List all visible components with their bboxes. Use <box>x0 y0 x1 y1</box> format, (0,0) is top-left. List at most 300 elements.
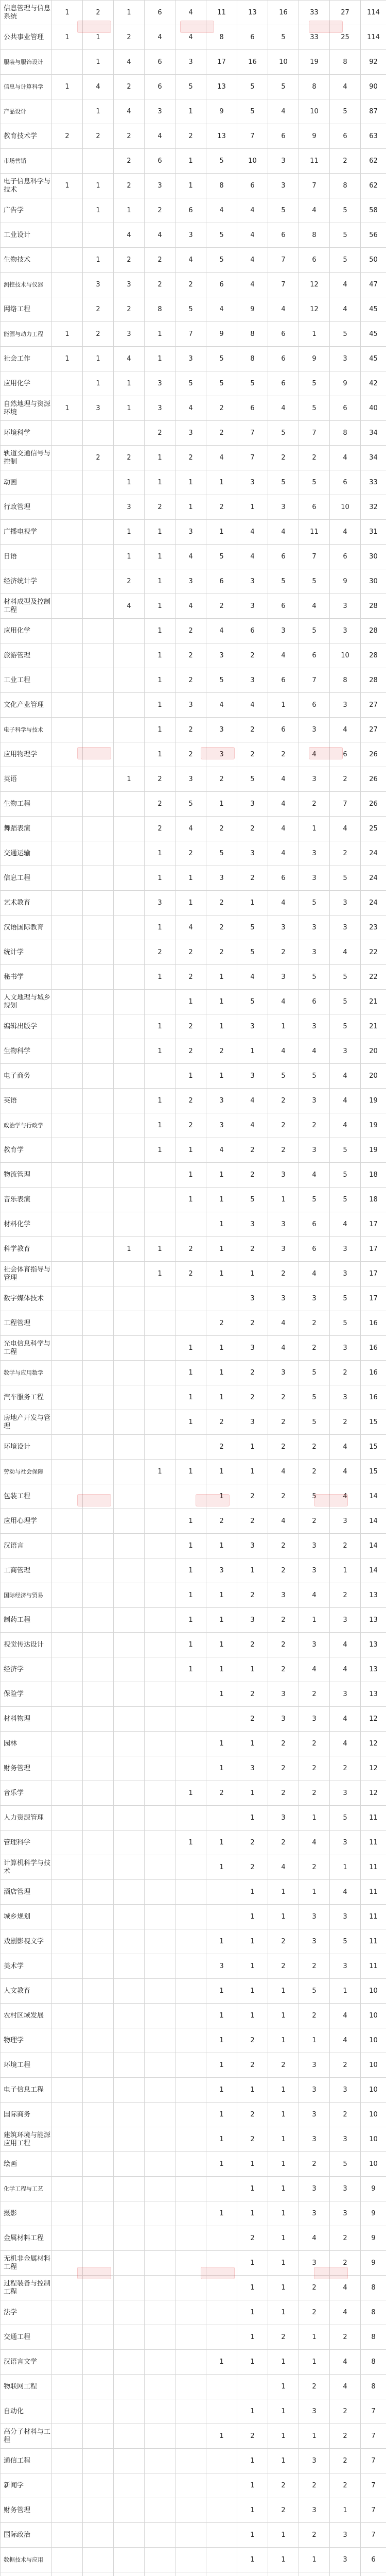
count-cell: 4 <box>330 1880 361 1905</box>
major-name-cell: 计算机科学与技术 <box>1 1855 52 1880</box>
count-cell: 3 <box>268 1707 299 1732</box>
table-row <box>1 1311 386 1336</box>
table-row <box>1 198 386 223</box>
count-cell <box>83 1657 114 1682</box>
count-cell: 13 <box>206 124 237 149</box>
count-cell <box>114 1707 145 1732</box>
count-cell: 5 <box>206 149 237 174</box>
count-cell <box>114 2127 145 2152</box>
total-cell: 28 <box>361 619 386 643</box>
count-cell <box>114 866 145 891</box>
table-row <box>1 248 386 273</box>
major-name-cell: 统计学 <box>1 940 52 965</box>
count-cell <box>52 1163 83 1188</box>
count-cell <box>176 1979 206 2004</box>
table-row <box>1 99 386 124</box>
count-cell: 5 <box>268 75 299 99</box>
count-cell <box>83 1633 114 1657</box>
count-cell: 1 <box>176 891 206 916</box>
count-cell <box>52 1237 83 1262</box>
count-cell: 1 <box>268 2350 299 2375</box>
count-cell: 1 <box>237 2276 268 2300</box>
count-cell: 2 <box>145 792 176 817</box>
table-row <box>1 1682 386 1707</box>
count-cell: 1 <box>237 1732 268 1756</box>
count-cell: 1 <box>176 1509 206 1534</box>
count-cell <box>114 2375 145 2399</box>
count-cell: 3 <box>206 742 237 767</box>
count-cell: 3 <box>299 2177 330 2201</box>
count-cell: 3 <box>176 693 206 718</box>
count-cell <box>176 1435 206 1460</box>
count-cell: 1 <box>206 1682 237 1707</box>
count-cell: 8 <box>299 75 330 99</box>
count-cell: 3 <box>268 1286 299 1311</box>
table-body <box>1 1 386 2576</box>
total-cell: 11 <box>361 1880 386 1905</box>
count-cell <box>52 1138 83 1163</box>
table-row <box>1 1014 386 1039</box>
table-row <box>1 767 386 792</box>
count-cell: 1 <box>52 25 83 50</box>
count-cell: 2 <box>145 495 176 520</box>
count-cell: 1 <box>237 2325 268 2350</box>
count-cell: 2 <box>237 643 268 668</box>
count-cell <box>52 495 83 520</box>
count-cell: 2 <box>330 1756 361 1781</box>
count-cell <box>83 2251 114 2276</box>
count-cell: 1 <box>299 1880 330 1905</box>
count-cell: 2 <box>330 1361 361 1385</box>
count-cell: 2 <box>330 2399 361 2424</box>
count-cell: 4 <box>206 446 237 470</box>
count-cell: 1 <box>145 520 176 545</box>
count-cell: 5 <box>299 371 330 396</box>
total-cell: 18 <box>361 1163 386 1188</box>
total-cell: 21 <box>361 1014 386 1039</box>
count-cell: 1 <box>237 2152 268 2177</box>
count-cell <box>176 1756 206 1781</box>
count-cell: 4 <box>176 817 206 841</box>
major-name-cell: 动画 <box>1 470 52 495</box>
major-name-cell: 电子信息科学与技术 <box>1 174 52 198</box>
count-cell: 1 <box>83 99 114 124</box>
count-cell <box>114 817 145 841</box>
count-cell: 2 <box>145 248 176 273</box>
count-cell <box>206 2300 237 2325</box>
count-cell <box>145 2523 176 2548</box>
major-name-cell: 自然地理与资源环境 <box>1 396 52 421</box>
total-cell: 21 <box>361 990 386 1014</box>
count-cell: 3 <box>299 2399 330 2424</box>
count-cell: 3 <box>176 520 206 545</box>
table-row <box>1 2473 386 2498</box>
count-cell: 3 <box>330 1509 361 1534</box>
count-cell: 1 <box>206 990 237 1014</box>
count-cell <box>114 643 145 668</box>
count-cell: 2 <box>268 1534 299 1558</box>
total-cell <box>361 2572 386 2576</box>
count-cell: 5 <box>268 198 299 223</box>
count-cell <box>145 2078 176 2103</box>
count-cell: 1 <box>52 396 83 421</box>
table-row <box>1 446 386 470</box>
table-row <box>1 2226 386 2251</box>
count-cell: 7 <box>330 792 361 817</box>
major-name-cell: 城乡规划 <box>1 1905 52 1929</box>
count-cell: 2 <box>206 594 237 619</box>
count-cell <box>52 2103 83 2127</box>
count-cell <box>145 1583 176 1608</box>
table-row <box>1 1212 386 1237</box>
table-row <box>1 1954 386 1979</box>
major-name-cell: 绘画 <box>1 2152 52 2177</box>
count-cell: 12 <box>299 273 330 297</box>
total-cell: 11 <box>361 1954 386 1979</box>
count-cell <box>83 470 114 495</box>
count-cell: 4 <box>299 1831 330 1855</box>
count-cell: 6 <box>330 124 361 149</box>
total-cell: 12 <box>361 1781 386 1806</box>
count-cell <box>52 1212 83 1237</box>
count-cell <box>83 1311 114 1336</box>
count-cell <box>52 693 83 718</box>
table-row <box>1 2350 386 2375</box>
count-cell: 3 <box>330 1831 361 1855</box>
count-cell: 5 <box>176 75 206 99</box>
count-cell: 4 <box>299 1262 330 1286</box>
count-cell: 3 <box>330 916 361 940</box>
count-cell: 3 <box>330 2548 361 2572</box>
count-cell: 1 <box>114 470 145 495</box>
total-cell: 15 <box>361 1410 386 1435</box>
total-cell: 8 <box>361 2300 386 2325</box>
count-cell <box>52 2523 83 2548</box>
count-cell: 11 <box>299 520 330 545</box>
count-cell: 1 <box>145 1014 176 1039</box>
count-cell: 1 <box>237 2078 268 2103</box>
total-cell: 10 <box>361 2103 386 2127</box>
count-cell: 5 <box>268 25 299 50</box>
count-cell: 3 <box>299 767 330 792</box>
count-cell: 1 <box>268 693 299 718</box>
count-cell: 8 <box>206 25 237 50</box>
count-cell: 4 <box>237 1089 268 1113</box>
count-cell: 4 <box>206 198 237 223</box>
total-cell: 92 <box>361 50 386 75</box>
count-cell <box>145 1707 176 1732</box>
count-cell <box>83 1558 114 1583</box>
count-cell <box>83 767 114 792</box>
count-cell <box>145 2449 176 2473</box>
major-name-cell: 政治学与行政学 <box>1 1113 52 1138</box>
count-cell: 1 <box>176 1608 206 1633</box>
count-cell <box>52 297 83 322</box>
count-cell <box>83 2399 114 2424</box>
count-cell: 1 <box>237 2350 268 2375</box>
count-cell: 1 <box>268 2449 299 2473</box>
count-cell <box>206 1905 237 1929</box>
count-cell <box>52 2325 83 2350</box>
count-cell <box>83 2004 114 2028</box>
total-cell: 11 <box>361 1806 386 1831</box>
count-cell: 5 <box>237 1188 268 1212</box>
major-name-cell: 生物科学 <box>1 1039 52 1064</box>
count-cell: 3 <box>268 619 299 643</box>
count-cell: 3 <box>299 2498 330 2523</box>
count-cell: 4 <box>330 2350 361 2375</box>
count-cell: 3 <box>237 569 268 594</box>
table-row <box>1 1929 386 1954</box>
count-cell: 3 <box>299 1286 330 1311</box>
count-cell <box>52 1361 83 1385</box>
count-cell: 2 <box>330 2053 361 2078</box>
count-cell: 5 <box>176 792 206 817</box>
major-name-cell: 材料成型及控制工程 <box>1 594 52 619</box>
total-cell: 20 <box>361 1064 386 1089</box>
table-row <box>1 1113 386 1138</box>
count-cell <box>52 1558 83 1583</box>
count-cell <box>237 2572 268 2576</box>
count-cell: 1 <box>176 1138 206 1163</box>
count-cell: 17 <box>206 50 237 75</box>
total-cell: 30 <box>361 569 386 594</box>
major-name-cell: 劳动与社会保障 <box>1 1460 52 1484</box>
count-cell: 3 <box>237 1286 268 1311</box>
count-cell: 6 <box>268 668 299 693</box>
table-row <box>1 817 386 841</box>
count-cell <box>114 718 145 742</box>
table-row <box>1 1558 386 1583</box>
count-cell <box>114 1039 145 1064</box>
count-cell: 4 <box>330 273 361 297</box>
total-cell: 58 <box>361 198 386 223</box>
count-cell: 1 <box>237 2177 268 2201</box>
total-cell: 30 <box>361 545 386 569</box>
count-cell: 1 <box>52 322 83 347</box>
count-cell: 2 <box>206 1039 237 1064</box>
count-cell: 2 <box>176 1014 206 1039</box>
count-cell <box>176 1806 206 1831</box>
total-cell: 16 <box>361 1336 386 1361</box>
count-cell: 4 <box>268 817 299 841</box>
count-cell <box>83 2127 114 2152</box>
count-cell: 3 <box>237 1014 268 1039</box>
count-cell <box>206 2473 237 2498</box>
count-cell: 3 <box>299 1558 330 1583</box>
count-cell: 4 <box>330 1460 361 1484</box>
count-cell: 9 <box>206 322 237 347</box>
total-cell: 28 <box>361 643 386 668</box>
count-cell: 2 <box>299 792 330 817</box>
total-cell: 12 <box>361 1756 386 1781</box>
major-name-cell: 环境工程 <box>1 2053 52 2078</box>
count-cell: 3 <box>206 866 237 891</box>
count-cell <box>83 817 114 841</box>
major-name-cell: 高分子材料与工程 <box>1 2424 52 2449</box>
count-cell: 2 <box>145 817 176 841</box>
total-cell: 10 <box>361 2078 386 2103</box>
major-name-cell: 房地产开发与管理 <box>1 1410 52 1435</box>
count-cell: 1 <box>206 2103 237 2127</box>
major-name-cell: 应用物理学 <box>1 742 52 767</box>
count-cell <box>83 2548 114 2572</box>
count-cell: 19 <box>299 50 330 75</box>
count-cell <box>114 891 145 916</box>
count-cell: 1 <box>145 594 176 619</box>
count-cell <box>52 149 83 174</box>
count-cell: 9 <box>299 124 330 149</box>
count-cell: 9 <box>299 347 330 371</box>
count-cell: 1 <box>83 198 114 223</box>
count-cell <box>52 891 83 916</box>
count-cell: 1 <box>145 742 176 767</box>
major-name-cell: 经济统计学 <box>1 569 52 594</box>
count-cell: 6 <box>330 545 361 569</box>
count-cell <box>83 693 114 718</box>
count-cell: 3 <box>299 2127 330 2152</box>
major-name-cell: 物联网工程 <box>1 2375 52 2399</box>
total-cell: 8 <box>361 2276 386 2300</box>
count-cell: 4 <box>268 1509 299 1534</box>
count-cell: 2 <box>299 2276 330 2300</box>
count-cell: 3 <box>145 99 176 124</box>
major-name-cell: 日语 <box>1 545 52 569</box>
count-cell <box>114 1954 145 1979</box>
count-cell: 2 <box>330 2424 361 2449</box>
count-cell: 6 <box>330 396 361 421</box>
count-cell: 3 <box>268 1361 299 1385</box>
count-cell: 2 <box>237 1831 268 1855</box>
major-name-cell: 广播电视学 <box>1 520 52 545</box>
total-cell: 27 <box>361 718 386 742</box>
count-cell <box>114 421 145 446</box>
major-name-cell: 制药工程 <box>1 1608 52 1633</box>
count-cell: 1 <box>206 1831 237 1855</box>
total-cell: 24 <box>361 841 386 866</box>
count-cell <box>83 2201 114 2226</box>
count-cell <box>83 1336 114 1361</box>
count-cell: 5 <box>176 371 206 396</box>
major-name-cell: 汉语言文学 <box>1 2350 52 2375</box>
count-cell: 1 <box>237 2548 268 2572</box>
count-cell: 1 <box>268 2103 299 2127</box>
count-cell: 5 <box>330 866 361 891</box>
table-row <box>1 1707 386 1732</box>
count-cell: 3 <box>299 916 330 940</box>
count-cell <box>114 2473 145 2498</box>
count-cell <box>145 2028 176 2053</box>
count-cell <box>83 2053 114 2078</box>
count-cell: 3 <box>268 916 299 940</box>
count-cell <box>83 1286 114 1311</box>
count-cell <box>52 371 83 396</box>
count-cell <box>52 965 83 990</box>
count-cell: 3 <box>330 891 361 916</box>
count-cell: 27 <box>330 1 361 25</box>
total-cell: 8 <box>361 2350 386 2375</box>
count-cell <box>145 1163 176 1188</box>
count-cell: 1 <box>176 1583 206 1608</box>
total-cell: 13 <box>361 1608 386 1633</box>
count-cell: 2 <box>268 1558 299 1583</box>
count-cell: 2 <box>268 1435 299 1460</box>
count-cell: 1 <box>237 2498 268 2523</box>
count-cell: 1 <box>52 347 83 371</box>
count-cell: 4 <box>268 643 299 668</box>
count-cell <box>114 1979 145 2004</box>
total-cell: 10 <box>361 2028 386 2053</box>
count-cell: 4 <box>145 223 176 248</box>
count-cell: 2 <box>299 1113 330 1138</box>
count-cell <box>176 2399 206 2424</box>
count-cell: 1 <box>206 1929 237 1954</box>
count-cell <box>176 2300 206 2325</box>
count-cell: 1 <box>206 1732 237 1756</box>
table-row <box>1 322 386 347</box>
count-cell <box>52 817 83 841</box>
count-cell: 2 <box>299 1336 330 1361</box>
count-cell: 1 <box>268 2424 299 2449</box>
count-cell: 4 <box>206 693 237 718</box>
count-cell: 2 <box>52 124 83 149</box>
count-cell: 2 <box>176 1113 206 1138</box>
count-cell <box>176 1954 206 1979</box>
count-cell: 5 <box>299 1385 330 1410</box>
count-cell: 5 <box>206 223 237 248</box>
count-cell: 2 <box>330 1534 361 1558</box>
count-cell <box>206 2572 237 2576</box>
count-cell <box>176 1880 206 1905</box>
total-cell: 14 <box>361 1484 386 1509</box>
count-cell <box>206 1880 237 1905</box>
count-cell: 4 <box>268 396 299 421</box>
major-name-cell: 音乐表演 <box>1 1188 52 1212</box>
count-cell: 1 <box>206 1657 237 1682</box>
count-cell: 3 <box>268 174 299 198</box>
count-cell: 3 <box>299 1929 330 1954</box>
count-cell: 2 <box>206 817 237 841</box>
count-cell <box>83 569 114 594</box>
count-cell: 3 <box>145 371 176 396</box>
major-name-cell: 建筑环境与能源应用工程 <box>1 2127 52 2152</box>
count-cell: 10 <box>330 495 361 520</box>
major-name-cell: 艺术教育 <box>1 891 52 916</box>
count-cell <box>83 1929 114 1954</box>
major-name-cell: 国际经济与贸易 <box>1 1583 52 1608</box>
count-cell: 4 <box>330 1484 361 1509</box>
major-name-cell: 包装工程 <box>1 1484 52 1509</box>
count-cell <box>52 1064 83 1089</box>
count-cell: 1 <box>145 1089 176 1113</box>
count-cell: 1 <box>268 1979 299 2004</box>
count-cell: 3 <box>299 1633 330 1657</box>
count-cell: 1 <box>299 2325 330 2350</box>
count-cell: 2 <box>206 916 237 940</box>
count-cell <box>145 2473 176 2498</box>
count-cell <box>176 1311 206 1336</box>
count-cell: 5 <box>330 2152 361 2177</box>
count-cell: 3 <box>83 396 114 421</box>
count-cell: 2 <box>114 174 145 198</box>
count-cell: 2 <box>330 1583 361 1608</box>
count-cell <box>52 2449 83 2473</box>
count-cell: 1 <box>114 1 145 25</box>
table-row <box>1 990 386 1014</box>
count-cell <box>176 1682 206 1707</box>
major-name-cell: 舞蹈表演 <box>1 817 52 841</box>
total-cell: 27 <box>361 693 386 718</box>
